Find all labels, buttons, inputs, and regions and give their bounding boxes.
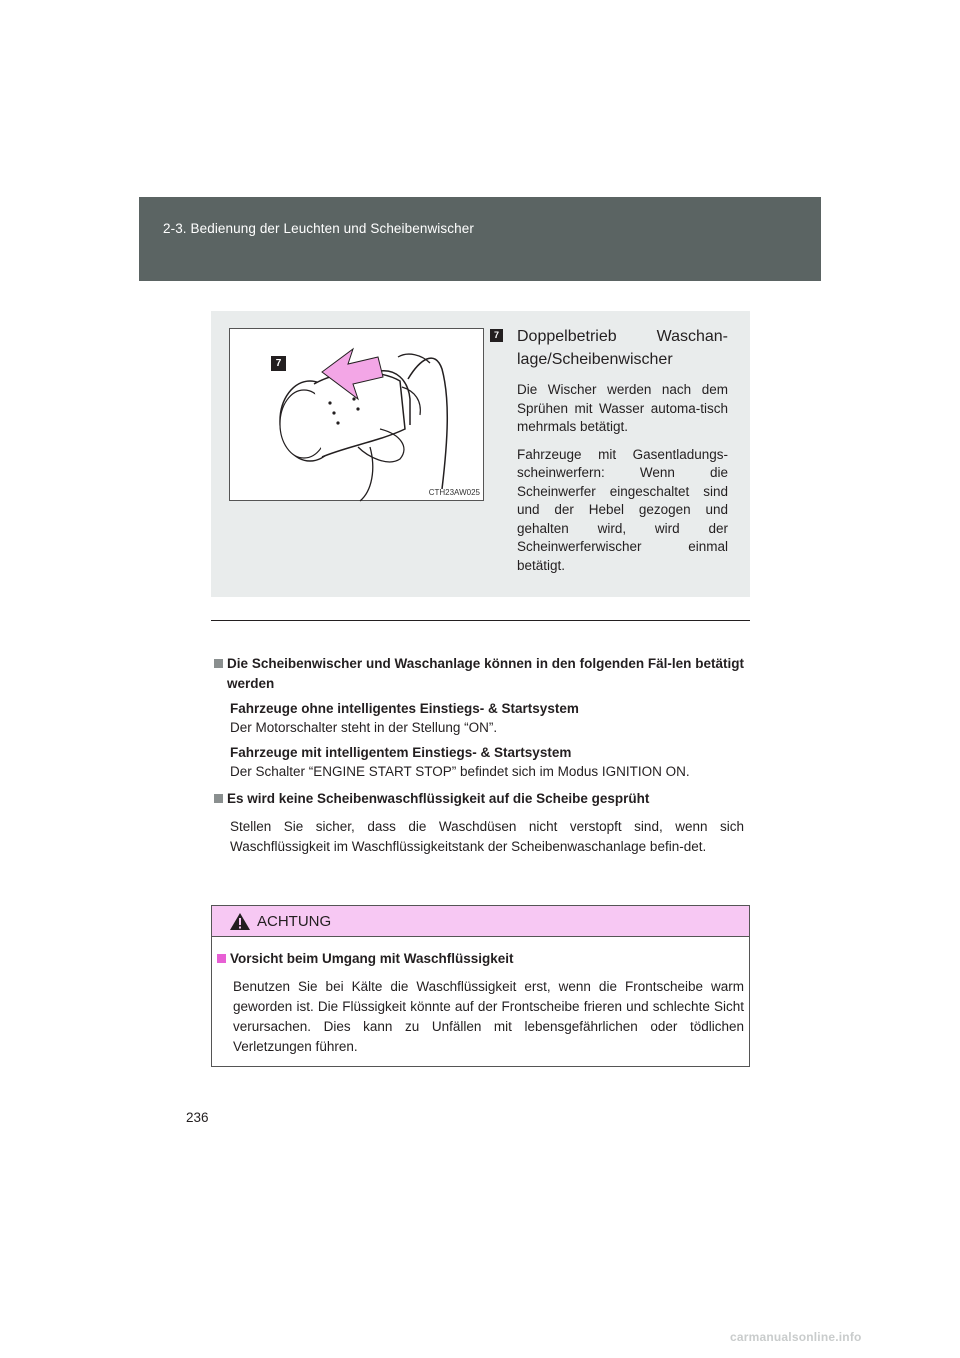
caution-box bbox=[211, 905, 750, 1067]
note-body: Der Schalter “ENGINE START STOP” befindet sich im Modus IGNITION ON. bbox=[230, 764, 690, 779]
notes-section bbox=[214, 654, 744, 857]
bullet-square-icon bbox=[214, 794, 223, 803]
caution-body-text: Benutzen Sie bei Kälte die Waschflüssigkeit erst, wenn die Frontscheibe warm geworden ist. Die Flüssigkeit könnte auf der Frontscheibe frieren und schlechte Sicht verursachen. Dies kann zu Unfällen mit lebensgefährlichen oder tödlichen Verletzungen führen. bbox=[233, 979, 744, 1054]
warning-triangle-icon bbox=[229, 912, 251, 931]
figure-heading: Doppelbetrieb Waschan-lage/Scheibenwischer bbox=[517, 328, 728, 368]
note-body: Der Motorschalter steht in der Stellung “ON”. bbox=[230, 720, 498, 735]
note-heading-text: Es wird keine Scheibenwaschflüssigkeit auf die Scheibe gesprüht bbox=[227, 791, 650, 806]
lever-pull-drawing bbox=[230, 329, 485, 502]
figure-paragraph: Die Wischer werden nach dem Sprühen mit Wasser automa-tisch mehrmals betätigt. bbox=[517, 382, 728, 434]
illustration-callout-7: 7 bbox=[275, 358, 282, 369]
bullet-square-icon bbox=[217, 954, 226, 963]
note-heading bbox=[214, 654, 744, 694]
note-body: Stellen Sie sicher, dass die Waschdüsen nicht verstopft sind, wenn sich Waschflüssigkeit im Waschflüssigkeitstank der Scheibenwaschanlage befin-det. bbox=[230, 819, 744, 854]
wiper-lever-illustration bbox=[229, 328, 484, 501]
figure-description bbox=[490, 325, 728, 584]
bullet-square-icon bbox=[214, 659, 223, 668]
image-code: CTH23AW025 bbox=[428, 488, 480, 497]
figure-paragraph: Fahrzeuge mit Gasentladungs-scheinwerfern: Wenn die Scheinwerfer eingeschaltet sind und der Hebel gezogen und gehalten wird, wird der Scheinwerferwischer einmal betätigt. bbox=[517, 446, 728, 573]
note-heading-text: Die Scheibenwischer und Waschanlage können in den folgenden Fäl-len betätigt werden bbox=[227, 656, 744, 691]
section-divider bbox=[211, 620, 750, 621]
caution-heading-text: Vorsicht beim Umgang mit Waschflüssigkeit bbox=[230, 951, 514, 966]
caution-header bbox=[212, 906, 749, 937]
caution-label: ACHTUNG bbox=[257, 913, 332, 930]
page-number: 236 bbox=[186, 1110, 209, 1125]
spacer bbox=[214, 782, 744, 789]
note-heading bbox=[214, 789, 744, 809]
note-subheading: Fahrzeuge mit intelligentem Einstiegs- & Startsystem bbox=[230, 745, 572, 760]
section-header-band bbox=[139, 197, 821, 281]
item-badge: 7 bbox=[490, 329, 503, 342]
note-subheading: Fahrzeuge ohne intelligentes Einstiegs- & Startsystem bbox=[230, 701, 579, 716]
watermark: carmanualsonline.info bbox=[730, 1330, 862, 1344]
caution-heading bbox=[217, 949, 744, 969]
caution-content bbox=[217, 949, 744, 1057]
figure-panel bbox=[211, 311, 750, 597]
section-title: 2-3. Bedienung der Leuchten und Scheibenwischer bbox=[163, 221, 474, 236]
